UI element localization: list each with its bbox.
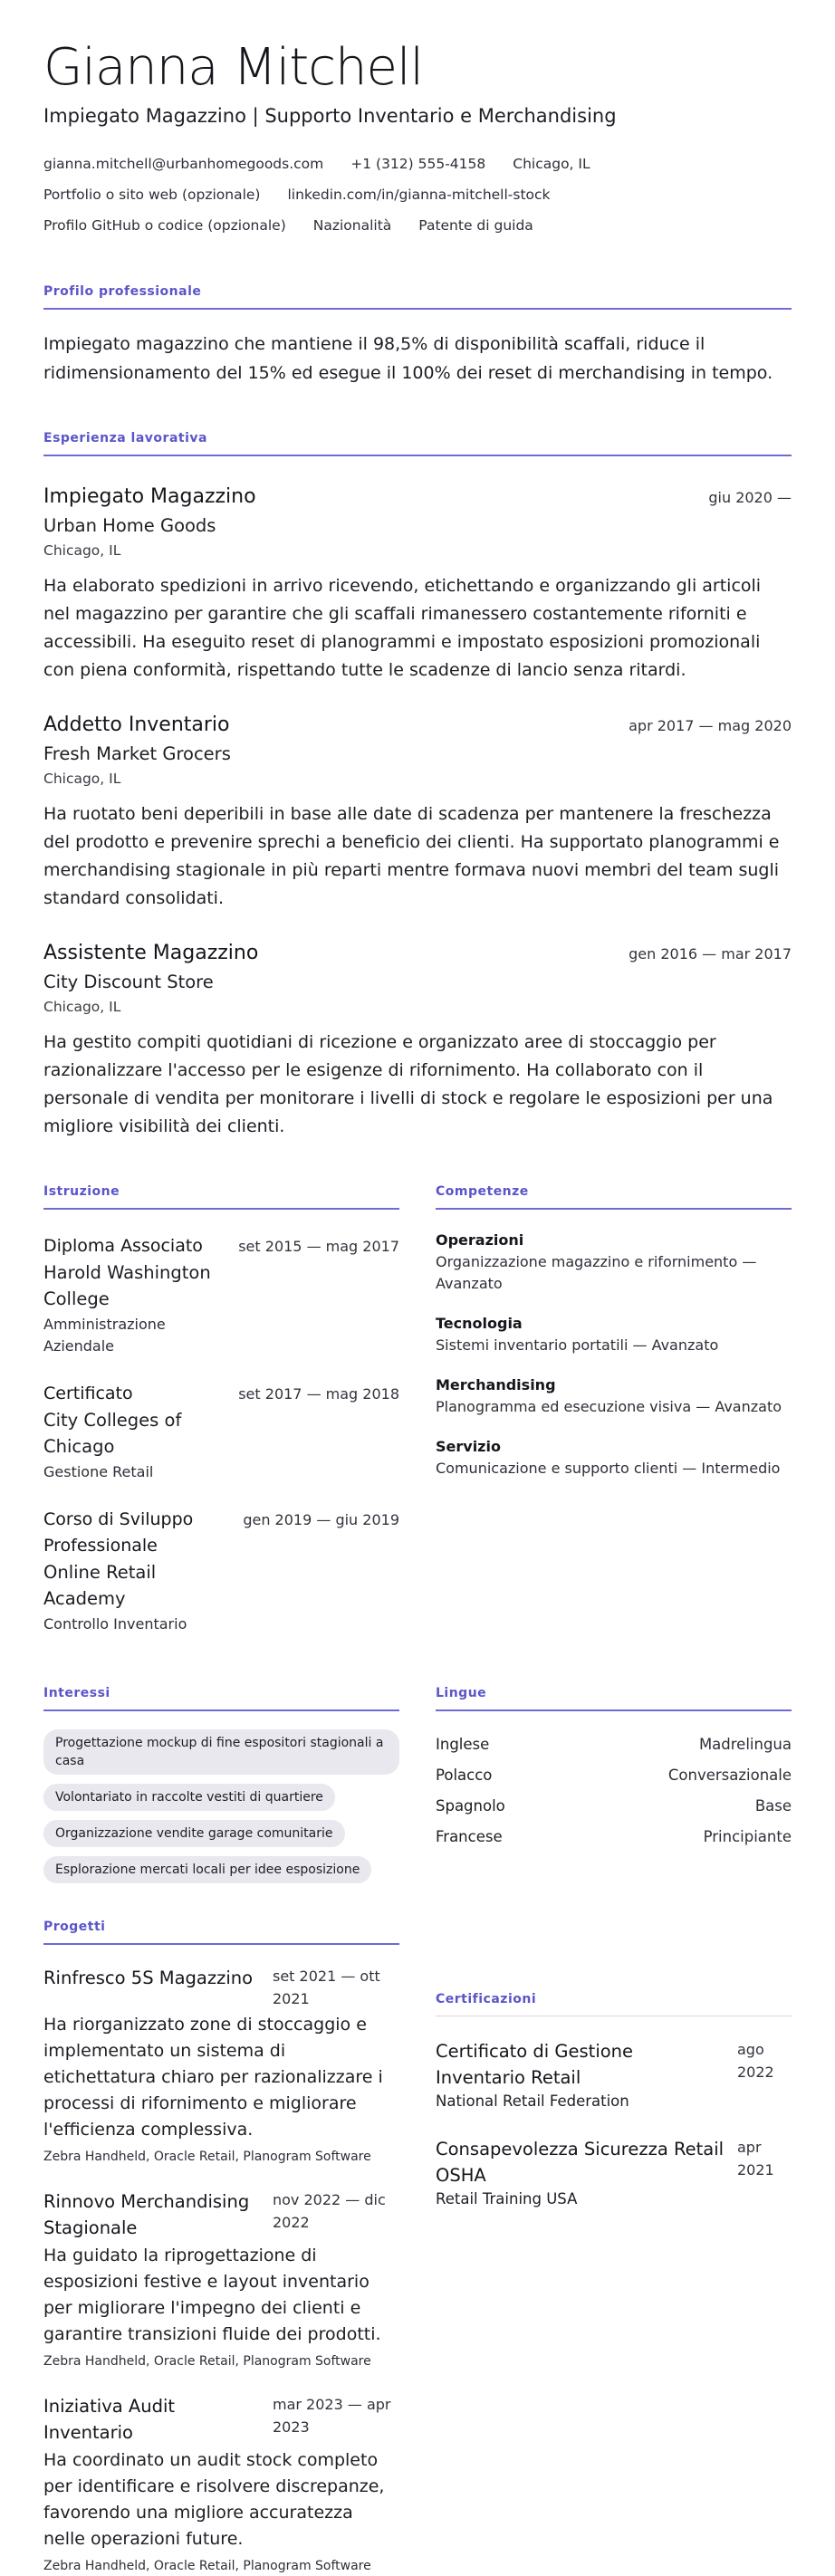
project-name: Iniziativa Audit Inventario	[43, 2396, 176, 2443]
project-entry	[43, 2393, 399, 2576]
language-level: Madrelingua	[698, 1736, 792, 1753]
skill-description: Comunicazione e supporto clienti — Intermedio	[436, 1460, 781, 1477]
nationality-text: Nazionalità	[312, 217, 392, 234]
contact-row	[43, 148, 792, 179]
summary-section	[43, 284, 792, 388]
education-school: Online Retail Academy	[43, 1562, 157, 1609]
job-title: Impiegato Magazzino	[43, 485, 256, 508]
job-description: Ha gestito compiti quotidiani di ricezione e organizzato aree di stoccaggio per razionalizzare l'accesso per le esigenze di rifornimento. Ha collaborato con il personale di vendita per monitorare i livelli di stock e regolare le esposizioni per una migliore visibilità dei clienti.	[43, 1032, 773, 1136]
education-date: set 2017 — mag 2018	[238, 1385, 399, 1403]
certification-name: Certificato di Gestione Inventario Retail	[436, 2041, 634, 2088]
project-tech: Zebra Handheld, Oracle Retail, Planogram Software	[43, 2150, 371, 2164]
skill-entry	[436, 1313, 792, 1356]
job-company: Fresh Market Grocers	[43, 743, 231, 764]
contact-row	[43, 179, 792, 210]
portfolio-link[interactable]: Portfolio o sito web (opzionale)	[43, 187, 261, 203]
skill-entry	[436, 1230, 792, 1295]
location-text: Chicago, IL	[513, 156, 590, 172]
summary-text: Impiegato magazzino che mantiene il 98,5% di disponibilità scaffali, riduce il ridimensionamento del 15% ed esegue il 100% dei reset di merchandising in tempo.	[43, 334, 773, 383]
projects-section	[43, 1920, 399, 2576]
interest-tag: Progettazione mockup di fine espositori stagionali a casa	[43, 1729, 399, 1775]
candidate-name: Gianna Mitchell	[43, 38, 424, 97]
section-heading: Profilo professionale	[43, 284, 792, 310]
education-entry	[43, 1233, 399, 1357]
language-entry	[436, 1760, 792, 1791]
project-date: set 2021 — ott 2021	[273, 1968, 380, 2007]
job-title: Addetto Inventario	[43, 713, 230, 736]
education-date: set 2015 — mag 2017	[238, 1238, 399, 1255]
job-location: Chicago, IL	[43, 542, 121, 559]
job-entry	[43, 484, 792, 685]
certification-entry	[436, 2038, 792, 2112]
experience-section	[43, 431, 792, 1141]
project-description: Ha guidato la riprogettazione di esposizioni festive e layout inventario per migliorare l'impegno dei clienti e garantire transizioni fluide dei prodotti.	[43, 2246, 381, 2344]
job-location: Chicago, IL	[43, 771, 121, 787]
certification-entry	[436, 2136, 792, 2210]
job-description: Ha ruotato beni deperibili in base alle date di scadenza per mantenere la freschezza del prodotto e prevenire sprechi a beneficio dei clienti. Ha supportato planogrammi e merchandising stagionale in più reparti mentre formava nuovi membri del team sugli standard consolidati.	[43, 804, 780, 908]
education-school: City Colleges of Chicago	[43, 1410, 182, 1457]
language-name: Polacco	[436, 1767, 493, 1784]
skill-description: Planogramma ed esecuzione visiva — Avanzato	[436, 1398, 782, 1415]
skill-description: Sistemi inventario portatili — Avanzato	[436, 1336, 719, 1354]
skill-entry	[436, 1436, 792, 1480]
certifications-section	[436, 1992, 792, 2576]
resume-header	[43, 40, 792, 241]
linkedin-link[interactable]: linkedin.com/in/gianna-mitchell-stock	[287, 187, 551, 203]
project-date: nov 2022 — dic 2022	[273, 2191, 386, 2231]
job-title: Assistente Magazzino	[43, 942, 259, 964]
skills-section	[436, 1184, 792, 1635]
job-location: Chicago, IL	[43, 999, 121, 1015]
project-tech: Zebra Handheld, Oracle Retail, Planogram Software	[43, 2354, 371, 2369]
projects-certifications-row	[43, 1920, 792, 2576]
skill-description: Organizzazione magazzino e rifornimento — Avanzato	[436, 1253, 757, 1292]
driving-license-text: Patente di guida	[418, 217, 533, 234]
email-link[interactable]: gianna.mitchell@urbanhomegoods.com	[43, 156, 324, 172]
github-link[interactable]: Profilo GitHub o codice (opzionale)	[43, 217, 286, 234]
job-date: apr 2017 — mag 2020	[629, 717, 792, 734]
interests-languages-row	[43, 1686, 792, 1883]
education-date: gen 2019 — giu 2019	[243, 1511, 399, 1528]
section-heading: Progetti	[43, 1920, 399, 1945]
languages-section	[436, 1686, 792, 1883]
skill-category: Servizio	[436, 1438, 501, 1455]
certification-name: Consapevolezza Sicurezza Retail OSHA	[436, 2139, 725, 2186]
section-heading: Istruzione	[43, 1184, 399, 1210]
certification-date: ago 2022	[737, 2041, 774, 2081]
interest-tag: Esplorazione mercati locali per idee esposizione	[43, 1856, 371, 1883]
education-entry	[43, 1507, 399, 1635]
skill-entry	[436, 1374, 792, 1418]
certification-issuer: National Retail Federation	[436, 2092, 629, 2110]
education-school: Harold Washington College	[43, 1262, 211, 1309]
education-field: Gestione Retail	[43, 1463, 154, 1480]
project-description: Ha riorganizzato zone di stoccaggio e implementato un sistema di etichettatura chiaro per razionalizzare i processi di rifornimento e migliorare l'efficienza complessiva.	[43, 2015, 383, 2140]
job-company: Urban Home Goods	[43, 515, 216, 536]
project-entry	[43, 1965, 399, 2167]
project-date: mar 2023 — apr 2023	[273, 2396, 391, 2436]
job-entry	[43, 940, 792, 1141]
interests-section	[43, 1686, 399, 1883]
skill-category: Merchandising	[436, 1376, 556, 1393]
job-entry	[43, 712, 792, 913]
phone-number[interactable]: +1 (312) 555-4158	[350, 156, 486, 172]
education-degree: Corso di Sviluppo Professionale	[43, 1509, 194, 1556]
section-heading: Certificazioni	[436, 1992, 792, 2016]
language-level: Base	[754, 1797, 792, 1815]
education-field: Amministrazione Aziendale	[43, 1316, 166, 1355]
section-heading: Esperienza lavorativa	[43, 431, 792, 456]
job-description: Ha elaborato spedizioni in arrivo ricevendo, etichettando e organizzando gli articoli nel magazzino per garantire che gli scaffali rimanessero costantemente riforniti e accessibili. Ha eseguito reset di planogrammi e impostato esposizioni promozionali con piena conformità, rispettando tutte le scadenze di lancio senza ritardi.	[43, 576, 762, 680]
project-entry	[43, 2188, 399, 2371]
education-section	[43, 1184, 399, 1635]
certification-issuer: Retail Training USA	[436, 2190, 578, 2207]
contact-block	[43, 148, 792, 241]
language-name: Inglese	[436, 1736, 490, 1753]
skill-category: Tecnologia	[436, 1315, 523, 1332]
language-level: Principiante	[703, 1828, 792, 1845]
interest-tag: Volontariato in raccolte vestiti di quartiere	[43, 1784, 335, 1811]
language-entry	[436, 1729, 792, 1760]
job-date: gen 2016 — mar 2017	[629, 945, 792, 962]
education-field: Controllo Inventario	[43, 1615, 187, 1633]
job-date: giu 2020 —	[708, 489, 792, 506]
candidate-headline: Impiegato Magazzino | Supporto Inventario e Merchandising	[43, 105, 617, 127]
language-entry	[436, 1791, 792, 1822]
language-name: Francese	[436, 1828, 503, 1845]
section-heading: Lingue	[436, 1686, 792, 1711]
section-heading: Interessi	[43, 1686, 399, 1711]
interest-tag: Organizzazione vendite garage comunitarie	[43, 1820, 345, 1847]
education-degree: Certificato	[43, 1384, 133, 1403]
language-entry	[436, 1822, 792, 1853]
language-level: Conversazionale	[667, 1767, 792, 1784]
contact-row	[43, 210, 792, 241]
project-name: Rinfresco 5S Magazzino	[43, 1968, 254, 1988]
skill-category: Operazioni	[436, 1231, 524, 1249]
education-skills-row	[43, 1184, 792, 1635]
language-name: Spagnolo	[436, 1797, 505, 1815]
section-heading: Competenze	[436, 1184, 792, 1210]
project-tech: Zebra Handheld, Oracle Retail, Planogram Software	[43, 2559, 371, 2573]
education-entry	[43, 1381, 399, 1483]
education-degree: Diploma Associato	[43, 1236, 203, 1256]
job-company: City Discount Store	[43, 972, 214, 992]
project-description: Ha coordinato un audit stock completo per identificare e risolvere discrepanze, favorendo una migliore accuratezza nelle operazioni future.	[43, 2450, 385, 2549]
certification-date: apr 2021	[737, 2139, 774, 2179]
project-name: Rinnovo Merchandising Stagionale	[43, 2191, 250, 2238]
